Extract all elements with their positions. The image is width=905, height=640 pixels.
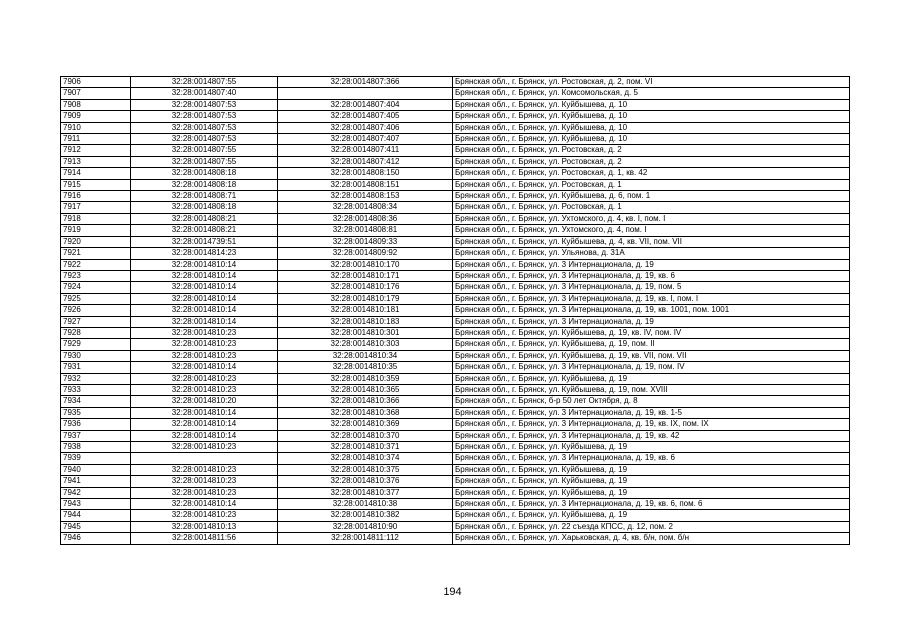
table-row [61, 236, 850, 247]
row-number-cell: 7944 [61, 510, 131, 521]
row-number-cell: 7928 [61, 327, 131, 338]
row-number-cell: 7908 [61, 99, 131, 110]
table-row [61, 339, 850, 350]
address-cell: Брянская обл., г. Брянск, ул. 3 Интернационала, д. 19, кв. I, пом. I [453, 293, 850, 304]
object-cadastral-number-cell: 32:28:0014807:404 [278, 99, 453, 110]
table-row [61, 442, 850, 453]
address-cell: Брянская обл., г. Брянск, ул. Ростовская, д. 1 [453, 179, 850, 190]
row-number-cell: 7922 [61, 259, 131, 270]
land-cadastral-number-cell: 32:28:0014807:55 [131, 77, 278, 88]
object-cadastral-number-cell: 32:28:0014808:81 [278, 225, 453, 236]
row-number-cell: 7909 [61, 111, 131, 122]
land-cadastral-number-cell: 32:28:0014810:23 [131, 373, 278, 384]
land-cadastral-number-cell: 32:28:0014810:14 [131, 316, 278, 327]
row-number-cell: 7918 [61, 213, 131, 224]
table-row [61, 156, 850, 167]
table-row [61, 464, 850, 475]
object-cadastral-number-cell: 32:28:0014811:112 [278, 533, 453, 544]
table-row [61, 453, 850, 464]
table-row [61, 191, 850, 202]
object-cadastral-number-cell: 32:28:0014807:405 [278, 111, 453, 122]
land-cadastral-number-cell: 32:28:0014810:23 [131, 487, 278, 498]
object-cadastral-number-cell: 32:28:0014807:412 [278, 156, 453, 167]
land-cadastral-number-cell: 32:28:0014810:14 [131, 282, 278, 293]
object-cadastral-number-cell: 32:28:0014810:359 [278, 373, 453, 384]
land-cadastral-number-cell: 32:28:0014808:18 [131, 179, 278, 190]
object-cadastral-number-cell: 32:28:0014807:366 [278, 77, 453, 88]
table-row [61, 521, 850, 532]
object-cadastral-number-cell: 32:28:0014808:34 [278, 202, 453, 213]
address-cell: Брянская обл., г. Брянск, ул. Харьковская, д. 4, кв. б/н, пом. б/н [453, 533, 850, 544]
object-cadastral-number-cell: 32:28:0014810:170 [278, 259, 453, 270]
object-cadastral-number-cell: 32:28:0014807:411 [278, 145, 453, 156]
address-cell: Брянская обл., г. Брянск, ул. 3 Интернационала, д. 19, кв. 6, пом. 6 [453, 499, 850, 510]
land-cadastral-number-cell: 32:28:0014810:14 [131, 270, 278, 281]
land-cadastral-number-cell: 32:28:0014810:20 [131, 396, 278, 407]
object-cadastral-number-cell: 32:28:0014808:151 [278, 179, 453, 190]
land-cadastral-number-cell: 32:28:0014810:23 [131, 384, 278, 395]
table-row [61, 77, 850, 88]
table-row [61, 225, 850, 236]
land-cadastral-number-cell: 32:28:0014810:23 [131, 510, 278, 521]
address-cell: Брянская обл., г. Брянск, ул. Куйбышева, д. 10 [453, 122, 850, 133]
land-cadastral-number-cell: 32:28:0014810:23 [131, 327, 278, 338]
address-cell: Брянская обл., г. Брянск, ул. 3 Интернационала, д. 19, кв. 6 [453, 270, 850, 281]
address-cell: Брянская обл., г. Брянск, ул. Куйбышева, д. 19, пом. II [453, 339, 850, 350]
row-number-cell: 7919 [61, 225, 131, 236]
table-row [61, 407, 850, 418]
row-number-cell: 7938 [61, 442, 131, 453]
table-row [61, 134, 850, 145]
object-cadastral-number-cell: 32:28:0014810:369 [278, 419, 453, 430]
table-row [61, 248, 850, 259]
address-cell: Брянская обл., г. Брянск, ул. Куйбышева, д. 19 [453, 510, 850, 521]
row-number-cell: 7915 [61, 179, 131, 190]
row-number-cell: 7921 [61, 248, 131, 259]
table-row [61, 510, 850, 521]
registry-table [60, 76, 850, 545]
address-cell: Брянская обл., г. Брянск, ул. Куйбышева, д. 19, кв. IV, пом. IV [453, 327, 850, 338]
address-cell: Брянская обл., г. Брянск, ул. Ростовская, д. 1, кв. 42 [453, 168, 850, 179]
land-cadastral-number-cell: 32:28:0014810:14 [131, 362, 278, 373]
land-cadastral-number-cell [131, 453, 278, 464]
address-cell: Брянская обл., г. Брянск, ул. Куйбышева, д. 19 [453, 476, 850, 487]
land-cadastral-number-cell: 32:28:0014810:23 [131, 339, 278, 350]
row-number-cell: 7935 [61, 407, 131, 418]
address-cell: Брянская обл., г. Брянск, ул. Куйбышева, д. 19 [453, 487, 850, 498]
address-cell: Брянская обл., г. Брянск, ул. Куйбышева, д. 10 [453, 99, 850, 110]
address-cell: Брянская обл., г. Брянск, ул. 3 Интернационала, д. 19, кв. 42 [453, 430, 850, 441]
object-cadastral-number-cell: 32:28:0014810:375 [278, 464, 453, 475]
object-cadastral-number-cell: 32:28:0014810:183 [278, 316, 453, 327]
object-cadastral-number-cell: 32:28:0014808:153 [278, 191, 453, 202]
land-cadastral-number-cell: 32:28:0014810:23 [131, 350, 278, 361]
land-cadastral-number-cell: 32:28:0014807:55 [131, 145, 278, 156]
address-cell: Брянская обл., г. Брянск, ул. Куйбышева, д. 19, пом. XVIII [453, 384, 850, 395]
land-cadastral-number-cell: 32:28:0014810:14 [131, 305, 278, 316]
row-number-cell: 7940 [61, 464, 131, 475]
table-row [61, 419, 850, 430]
land-cadastral-number-cell: 32:28:0014808:18 [131, 168, 278, 179]
table-row [61, 259, 850, 270]
land-cadastral-number-cell: 32:28:0014810:23 [131, 442, 278, 453]
table-row [61, 316, 850, 327]
object-cadastral-number-cell: 32:28:0014810:377 [278, 487, 453, 498]
address-cell: Брянская обл., г. Брянск, ул. Куйбышева, д. 10 [453, 111, 850, 122]
object-cadastral-number-cell: 32:28:0014810:35 [278, 362, 453, 373]
object-cadastral-number-cell: 32:28:0014810:366 [278, 396, 453, 407]
object-cadastral-number-cell: 32:28:0014810:171 [278, 270, 453, 281]
land-cadastral-number-cell: 32:28:0014810:23 [131, 476, 278, 487]
row-number-cell: 7942 [61, 487, 131, 498]
object-cadastral-number-cell: 32:28:0014810:382 [278, 510, 453, 521]
land-cadastral-number-cell: 32:28:0014810:23 [131, 464, 278, 475]
row-number-cell: 7937 [61, 430, 131, 441]
table-row [61, 111, 850, 122]
table-row [61, 373, 850, 384]
row-number-cell: 7924 [61, 282, 131, 293]
table-row [61, 179, 850, 190]
table-row [61, 213, 850, 224]
address-cell: Брянская обл., г. Брянск, ул. 3 Интернационала, д. 19, пом. IV [453, 362, 850, 373]
object-cadastral-number-cell: 32:28:0014810:374 [278, 453, 453, 464]
row-number-cell: 7923 [61, 270, 131, 281]
row-number-cell: 7943 [61, 499, 131, 510]
row-number-cell: 7946 [61, 533, 131, 544]
object-cadastral-number-cell: 32:28:0014809:33 [278, 236, 453, 247]
row-number-cell: 7932 [61, 373, 131, 384]
address-cell: Брянская обл., г. Брянск, ул. Куйбышева, д. 19 [453, 442, 850, 453]
row-number-cell: 7934 [61, 396, 131, 407]
table-row [61, 384, 850, 395]
land-cadastral-number-cell: 32:28:0014807:53 [131, 122, 278, 133]
land-cadastral-number-cell: 32:28:0014810:13 [131, 521, 278, 532]
row-number-cell: 7910 [61, 122, 131, 133]
address-cell: Брянская обл., г. Брянск, ул. 3 Интернационала, д. 19, кв. 1001, пом. 1001 [453, 305, 850, 316]
table-row [61, 202, 850, 213]
table-row [61, 293, 850, 304]
address-cell: Брянская обл., г. Брянск, ул. Ростовская, д. 2 [453, 156, 850, 167]
address-cell: Брянская обл., г. Брянск, ул. 3 Интернационала, д. 19 [453, 259, 850, 270]
address-cell: Брянская обл., г. Брянск, ул. Куйбышева, д. 10 [453, 134, 850, 145]
object-cadastral-number-cell [278, 88, 453, 99]
land-cadastral-number-cell: 32:28:0014807:40 [131, 88, 278, 99]
address-cell: Брянская обл., г. Брянск, ул. Куйбышева, д. 19 [453, 373, 850, 384]
land-cadastral-number-cell: 32:28:0014808:21 [131, 213, 278, 224]
land-cadastral-number-cell: 32:28:0014807:53 [131, 111, 278, 122]
land-cadastral-number-cell: 32:28:0014807:55 [131, 156, 278, 167]
address-cell: Брянская обл., г. Брянск, ул. Ростовская, д. 2, пом. VI [453, 77, 850, 88]
address-cell: Брянская обл., г. Брянск, ул. Ухтомского, д. 4, пом. I [453, 225, 850, 236]
object-cadastral-number-cell: 32:28:0014810:368 [278, 407, 453, 418]
row-number-cell: 7920 [61, 236, 131, 247]
address-cell: Брянская обл., г. Брянск, ул. Ростовская, д. 1 [453, 202, 850, 213]
row-number-cell: 7926 [61, 305, 131, 316]
row-number-cell: 7930 [61, 350, 131, 361]
address-cell: Брянская обл., г. Брянск, ул. Ухтомского, д. 4, кв. I, пом. I [453, 213, 850, 224]
object-cadastral-number-cell: 32:28:0014810:179 [278, 293, 453, 304]
row-number-cell: 7933 [61, 384, 131, 395]
object-cadastral-number-cell: 32:28:0014810:370 [278, 430, 453, 441]
row-number-cell: 7911 [61, 134, 131, 145]
row-number-cell: 7925 [61, 293, 131, 304]
address-cell: Брянская обл., г. Брянск, ул. 3 Интернационала, д. 19, кв. 1-5 [453, 407, 850, 418]
object-cadastral-number-cell: 32:28:0014808:36 [278, 213, 453, 224]
land-cadastral-number-cell: 32:28:0014808:21 [131, 225, 278, 236]
table-row [61, 487, 850, 498]
land-cadastral-number-cell: 32:28:0014807:53 [131, 99, 278, 110]
object-cadastral-number-cell: 32:28:0014810:365 [278, 384, 453, 395]
row-number-cell: 7912 [61, 145, 131, 156]
address-cell: Брянская обл., г. Брянск, ул. Ульянова, д. 31А [453, 248, 850, 259]
land-cadastral-number-cell: 32:28:0014810:14 [131, 499, 278, 510]
address-cell: Брянская обл., г. Брянск, ул. 3 Интернационала, д. 19, кв. 6 [453, 453, 850, 464]
object-cadastral-number-cell: 32:28:0014809:92 [278, 248, 453, 259]
address-cell: Брянская обл., г. Брянск, ул. Комсомольская, д. 5 [453, 88, 850, 99]
row-number-cell: 7914 [61, 168, 131, 179]
address-cell: Брянская обл., г. Брянск, ул. Куйбышева, д. 4, кв. VII, пом. VII [453, 236, 850, 247]
row-number-cell: 7941 [61, 476, 131, 487]
object-cadastral-number-cell: 32:28:0014807:406 [278, 122, 453, 133]
address-cell: Брянская обл., г. Брянск, ул. Ростовская, д. 2 [453, 145, 850, 156]
land-cadastral-number-cell: 32:28:0014814:23 [131, 248, 278, 259]
row-number-cell: 7939 [61, 453, 131, 464]
table-row [61, 362, 850, 373]
object-cadastral-number-cell: 32:28:0014810:301 [278, 327, 453, 338]
land-cadastral-number-cell: 32:28:0014808:18 [131, 202, 278, 213]
table-row [61, 305, 850, 316]
land-cadastral-number-cell: 32:28:0014811:56 [131, 533, 278, 544]
row-number-cell: 7931 [61, 362, 131, 373]
table-row [61, 396, 850, 407]
row-number-cell: 7916 [61, 191, 131, 202]
object-cadastral-number-cell: 32:28:0014810:181 [278, 305, 453, 316]
row-number-cell: 7913 [61, 156, 131, 167]
land-cadastral-number-cell: 32:28:0014810:14 [131, 293, 278, 304]
object-cadastral-number-cell: 32:28:0014810:371 [278, 442, 453, 453]
row-number-cell: 7936 [61, 419, 131, 430]
object-cadastral-number-cell: 32:28:0014810:376 [278, 476, 453, 487]
table-row [61, 430, 850, 441]
address-cell: Брянская обл., г. Брянск, ул. Куйбышева, д. 6, пом. 1 [453, 191, 850, 202]
address-cell: Брянская обл., г. Брянск, ул. 3 Интернационала, д. 19, кв. IX, пом. IX [453, 419, 850, 430]
object-cadastral-number-cell: 32:28:0014810:34 [278, 350, 453, 361]
row-number-cell: 7907 [61, 88, 131, 99]
address-cell: Брянская обл., г. Брянск, б-р 50 лет Октября, д. 8 [453, 396, 850, 407]
table-row [61, 122, 850, 133]
row-number-cell: 7917 [61, 202, 131, 213]
table-row [61, 499, 850, 510]
table-row [61, 88, 850, 99]
table-row [61, 168, 850, 179]
registry-table-body [61, 77, 850, 545]
object-cadastral-number-cell: 32:28:0014807:407 [278, 134, 453, 145]
row-number-cell: 7945 [61, 521, 131, 532]
address-cell: Брянская обл., г. Брянск, ул. 22 съезда КПСС, д. 12, пом. 2 [453, 521, 850, 532]
table-row [61, 476, 850, 487]
address-cell: Брянская обл., г. Брянск, ул. Куйбышева, д. 19, кв. VII, пом. VII [453, 350, 850, 361]
table-row [61, 282, 850, 293]
land-cadastral-number-cell: 32:28:0014739:51 [131, 236, 278, 247]
row-number-cell: 7906 [61, 77, 131, 88]
table-row [61, 533, 850, 544]
object-cadastral-number-cell: 32:28:0014810:176 [278, 282, 453, 293]
row-number-cell: 7927 [61, 316, 131, 327]
object-cadastral-number-cell: 32:28:0014808:150 [278, 168, 453, 179]
land-cadastral-number-cell: 32:28:0014810:14 [131, 419, 278, 430]
address-cell: Брянская обл., г. Брянск, ул. Куйбышева, д. 19 [453, 464, 850, 475]
land-cadastral-number-cell: 32:28:0014810:14 [131, 259, 278, 270]
object-cadastral-number-cell: 32:28:0014810:38 [278, 499, 453, 510]
page-number: 194 [443, 586, 462, 598]
table-row [61, 350, 850, 361]
object-cadastral-number-cell: 32:28:0014810:90 [278, 521, 453, 532]
table-row [61, 145, 850, 156]
table-row [61, 270, 850, 281]
land-cadastral-number-cell: 32:28:0014807:53 [131, 134, 278, 145]
land-cadastral-number-cell: 32:28:0014810:14 [131, 430, 278, 441]
address-cell: Брянская обл., г. Брянск, ул. 3 Интернационала, д. 19, пом. 5 [453, 282, 850, 293]
row-number-cell: 7929 [61, 339, 131, 350]
table-row [61, 99, 850, 110]
object-cadastral-number-cell: 32:28:0014810:303 [278, 339, 453, 350]
land-cadastral-number-cell: 32:28:0014808:71 [131, 191, 278, 202]
land-cadastral-number-cell: 32:28:0014810:14 [131, 407, 278, 418]
address-cell: Брянская обл., г. Брянск, ул. 3 Интернационала, д. 19 [453, 316, 850, 327]
table-row [61, 327, 850, 338]
